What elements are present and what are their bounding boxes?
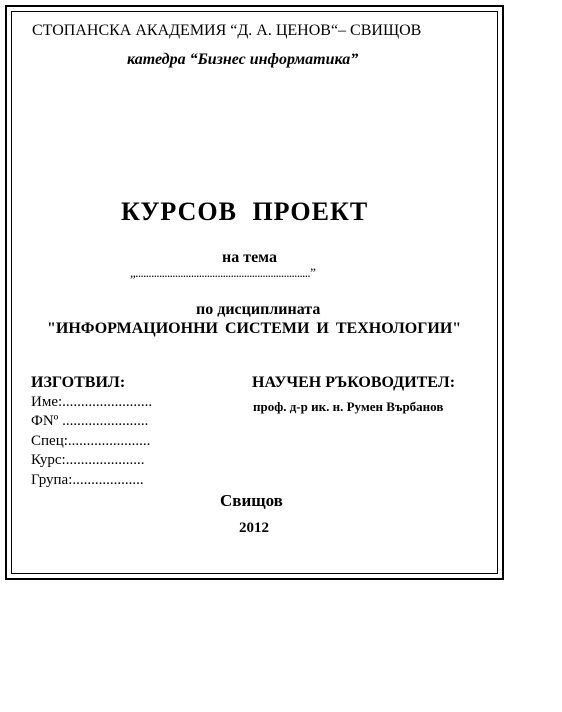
supervisor-heading: НАУЧЕН РЪКОВОДИТЕЛ: xyxy=(252,374,456,391)
institution-name: СТОПАНСКА АКАДЕМИЯ “Д. А. ЦЕНОВ“– СВИЩОВ xyxy=(32,22,422,39)
author-heading: ИЗГОТВИЛ: xyxy=(31,374,126,391)
discipline-label: по дисциплината xyxy=(196,301,321,318)
author-year-field: Курс:..................... xyxy=(31,452,145,468)
discipline-name: "ИНФОРМАЦИОННИ СИСТЕМИ И ТЕХНОЛОГИИ" xyxy=(47,320,462,337)
document-title: КУРСОВ ПРОЕКТ xyxy=(121,197,369,226)
supervisor-name: проф. д-р ик. н. Румен Върбанов xyxy=(253,399,444,414)
topic-label: на тема xyxy=(222,249,277,266)
author-group-field: Група:................... xyxy=(31,472,144,488)
author-name-field: Име:........................ xyxy=(31,394,153,410)
department-name: катедра “Бизнес информатика” xyxy=(127,51,359,68)
author-specialty-field: Спец:...................... xyxy=(31,433,151,449)
city-name: Свищов xyxy=(220,491,283,510)
author-faculty-number-field: ФNº ....................... xyxy=(31,413,149,429)
page-border-inner xyxy=(11,11,498,574)
year: 2012 xyxy=(239,520,269,536)
topic-placeholder: „..................................................................” xyxy=(130,265,316,280)
